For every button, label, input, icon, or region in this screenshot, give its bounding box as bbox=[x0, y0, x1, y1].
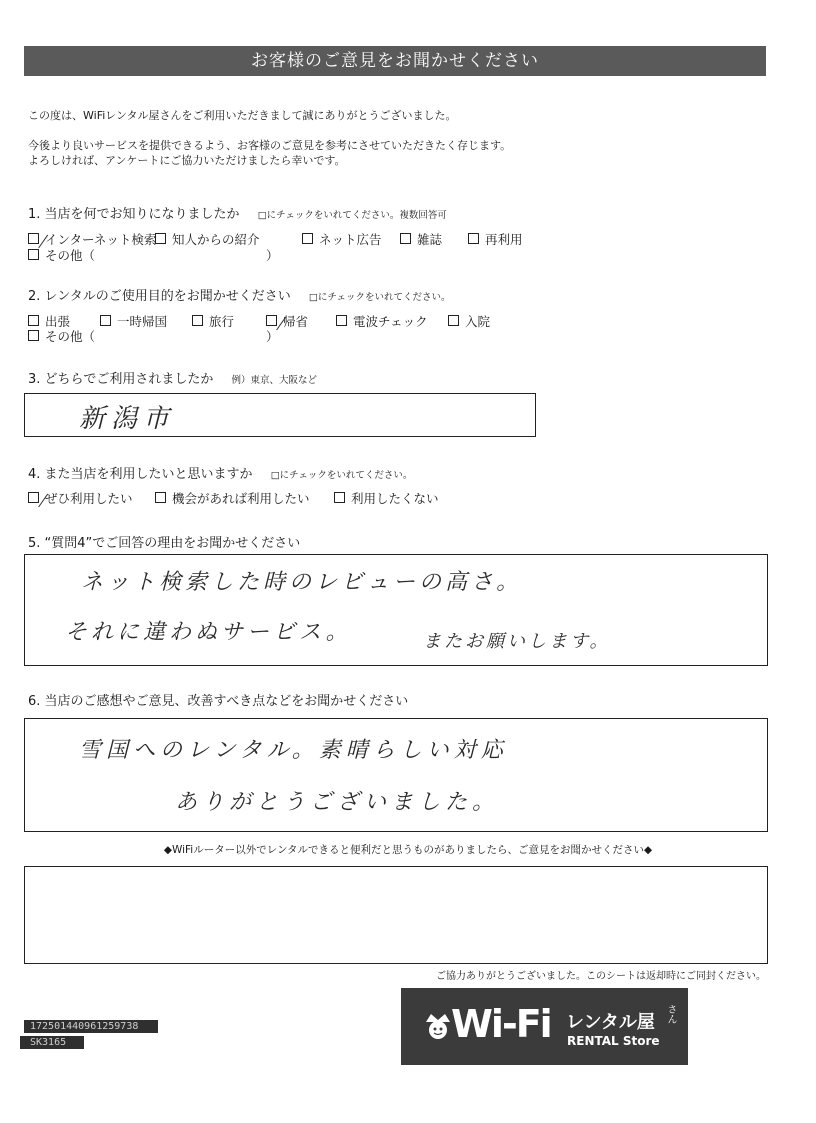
question-1 bbox=[28, 203, 447, 222]
checkbox[interactable] bbox=[400, 233, 411, 244]
q2-option-business[interactable]: 出張 bbox=[28, 312, 70, 330]
checkbox-checked[interactable] bbox=[28, 233, 39, 244]
q4-option-definitely[interactable]: ぜひ利用したい bbox=[28, 489, 133, 507]
q1-option-internet[interactable]: インターネット検索 bbox=[28, 230, 156, 248]
checkbox[interactable] bbox=[155, 233, 166, 244]
question-2 bbox=[28, 285, 451, 304]
checkbox[interactable] bbox=[448, 315, 459, 326]
checkbox[interactable] bbox=[28, 249, 39, 260]
q2-option-travel[interactable]: 旅行 bbox=[192, 312, 234, 330]
q5-answer-box[interactable] bbox=[24, 554, 768, 666]
crown-mascot-icon bbox=[423, 1010, 453, 1040]
q3-answer-handwritten: 新潟市 bbox=[79, 404, 176, 434]
question-3-label: 3. どちらでご利用されましたか bbox=[28, 372, 214, 387]
additional-question: ◆WiFiルーター以外でレンタルできると便利だと思うものがありましたら、ご意見をお聞かせください◆ bbox=[163, 844, 653, 856]
question-2-note: □にチェックをいれてください。 bbox=[308, 292, 451, 303]
q1-option-reuse[interactable]: 再利用 bbox=[468, 230, 523, 248]
q1-option-magazine[interactable]: 雑誌 bbox=[400, 230, 442, 248]
thanks-note: ご協力ありがとうございました。このシートは返却時にご同封ください。 bbox=[436, 971, 766, 982]
logo-japanese-suffix: さん bbox=[665, 1004, 676, 1024]
intro-line-1: この度は、WiFiレンタル屋さんをご利用いただきまして誠にありがとうございました。 bbox=[28, 109, 457, 122]
q1-option-referral[interactable]: 知人からの紹介 bbox=[155, 230, 260, 248]
question-1-note: □にチェックをいれてください。複数回答可 bbox=[257, 210, 447, 221]
question-3-note: 例）東京、大阪など bbox=[231, 375, 318, 386]
tracking-number: 172501440961259738 bbox=[24, 1020, 158, 1033]
q1-close-paren: ） bbox=[266, 248, 279, 263]
checkbox[interactable] bbox=[28, 330, 39, 341]
question-2-label: 2. レンタルのご使用目的をお聞かせください bbox=[28, 289, 291, 304]
q5-answer-line-3: またお願いします。 bbox=[423, 631, 611, 652]
q2-option-homecoming[interactable]: 帰省 bbox=[266, 312, 308, 330]
checkbox-checked[interactable] bbox=[28, 492, 39, 503]
logo-wifi-text: Wi-Fi bbox=[451, 1002, 551, 1046]
checkbox[interactable] bbox=[336, 315, 347, 326]
q4-option-if-chance[interactable]: 機会があれば利用したい bbox=[155, 489, 310, 507]
checkbox[interactable] bbox=[302, 233, 313, 244]
checkbox[interactable] bbox=[192, 315, 203, 326]
intro-line-2: 今後より良いサービスを提供できるよう、お客様のご意見を参考にさせていただきたく存じます。 bbox=[28, 139, 512, 152]
question-5: 5. “質問4”でご回答の理由をお聞かせください bbox=[28, 536, 301, 551]
intro-line-3: よろしければ、アンケートにご協力いただけましたら幸いです。 bbox=[28, 154, 346, 167]
question-4-note: □にチェックをいれてください。 bbox=[270, 470, 413, 481]
q1-option-other[interactable]: その他（ bbox=[28, 246, 95, 264]
question-4 bbox=[28, 463, 412, 482]
tracking-code: SK3165 bbox=[20, 1036, 84, 1049]
checkbox[interactable] bbox=[28, 315, 39, 326]
additional-answer-box[interactable] bbox=[24, 866, 768, 964]
checkbox[interactable] bbox=[334, 492, 345, 503]
q2-close-paren: ） bbox=[266, 329, 279, 344]
store-logo bbox=[401, 988, 688, 1065]
question-1-label: 1. 当店を何でお知りになりましたか bbox=[28, 207, 240, 222]
q5-answer-line-1: ネット検索した時のレビューの高さ。 bbox=[81, 570, 523, 595]
q6-answer-line-1: 雪国へのレンタル。素晴らしい対応 bbox=[79, 738, 508, 763]
q6-answer-line-2: ありがとうございました。 bbox=[175, 790, 500, 815]
checkbox-checked[interactable] bbox=[266, 315, 277, 326]
question-3 bbox=[28, 368, 317, 387]
question-6: 6. 当店のご感想やご意見、改善すべき点などをお聞かせください bbox=[28, 694, 409, 709]
q5-answer-line-2: それに違わぬサービス。 bbox=[65, 620, 352, 645]
q4-option-no[interactable]: 利用したくない bbox=[334, 489, 439, 507]
logo-japanese-text: レンタル屋 bbox=[566, 1012, 655, 1033]
checkbox[interactable] bbox=[155, 492, 166, 503]
checkbox[interactable] bbox=[468, 233, 479, 244]
logo-english-text: RENTAL Store bbox=[567, 1034, 660, 1048]
q2-option-signal-check[interactable]: 電波チェック bbox=[336, 312, 428, 330]
q3-answer-box[interactable] bbox=[24, 393, 536, 437]
q6-answer-box[interactable] bbox=[24, 718, 768, 832]
checkbox[interactable] bbox=[100, 315, 111, 326]
question-4-label: 4. また当店を利用したいと思いますか bbox=[28, 467, 253, 482]
q1-option-web-ad[interactable]: ネット広告 bbox=[302, 230, 382, 248]
q2-option-temp-return[interactable]: 一時帰国 bbox=[100, 312, 167, 330]
q2-option-hospital[interactable]: 入院 bbox=[448, 312, 490, 330]
page-title: お客様のご意見をお聞かせください bbox=[24, 46, 766, 76]
q2-option-other[interactable]: その他（ bbox=[28, 327, 95, 345]
